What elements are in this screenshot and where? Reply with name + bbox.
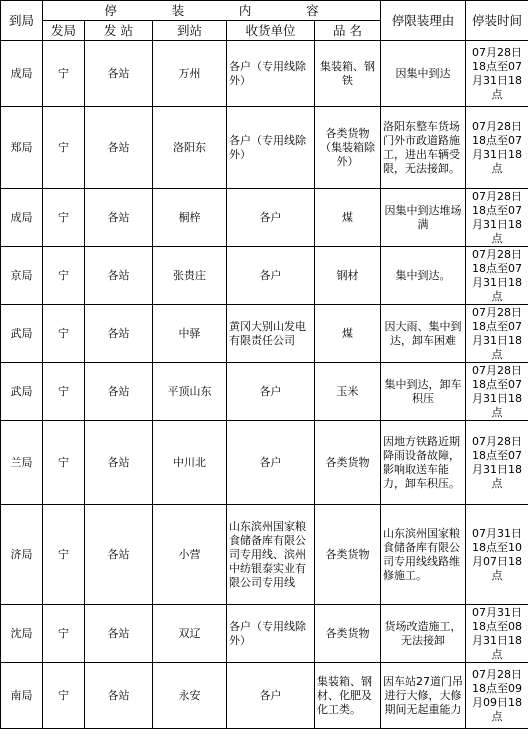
cell-reason: 集中到达，卸车积压 bbox=[381, 363, 466, 421]
cell-reason: 因集中到达堆场满 bbox=[381, 189, 466, 247]
cell-from-station: 各站 bbox=[85, 605, 153, 663]
cell-cargo: 各类货物（集装箱除外） bbox=[315, 107, 381, 189]
table-row bbox=[1, 421, 528, 505]
cell-cargo: 钢材 bbox=[315, 247, 381, 305]
header-group-char: 停 bbox=[104, 2, 117, 18]
cell-to-station: 中川北 bbox=[153, 421, 227, 505]
cell-period: 07月31日18点至08月31日18点 bbox=[466, 605, 528, 663]
cell-to-station: 小营 bbox=[153, 505, 227, 605]
table-row bbox=[1, 505, 528, 605]
header-group-char: 内 bbox=[238, 2, 252, 18]
cell-reason: 因车站27道门吊进行大修，大修期间无起重能力 bbox=[381, 663, 466, 729]
table-row bbox=[1, 247, 528, 305]
cell-reason: 洛阳东整车货场门外市政道路施工，进出车辆受限，无法接卸。 bbox=[381, 107, 466, 189]
cell-from-station: 各站 bbox=[85, 189, 153, 247]
cell-consignee: 各户 bbox=[227, 247, 315, 305]
cell-from-station: 各站 bbox=[85, 107, 153, 189]
cell-reason: 山东滨州国家粮食储备库有限公司专用线线路维修施工。 bbox=[381, 505, 466, 605]
header-cargo: 品 名 bbox=[315, 21, 381, 41]
cell-period: 07月28日18点至07月31日18点 bbox=[466, 421, 528, 505]
cell-period: 07月28日18点至07月31日18点 bbox=[466, 41, 528, 107]
cell-cargo: 集装箱、钢材、化肥及化工类。 bbox=[315, 663, 381, 729]
cell-bureau: 济局 bbox=[1, 505, 43, 605]
cell-from-bureau: 宁 bbox=[43, 605, 85, 663]
header-group-title bbox=[45, 4, 378, 18]
cell-bureau: 南局 bbox=[1, 663, 43, 729]
header-group-char: 装 bbox=[171, 2, 185, 18]
cell-consignee: 各户 bbox=[227, 189, 315, 247]
cell-cargo: 集装箱、钢铁 bbox=[315, 41, 381, 107]
cell-consignee: 各户 bbox=[227, 421, 315, 505]
cell-to-station: 万州 bbox=[153, 41, 227, 107]
header-reason: 停限装理由 bbox=[381, 1, 466, 41]
cell-to-station: 张贵庄 bbox=[153, 247, 227, 305]
cell-cargo: 各类货物 bbox=[315, 505, 381, 605]
cell-from-station: 各站 bbox=[85, 41, 153, 107]
table-row bbox=[1, 605, 528, 663]
cell-from-bureau: 宁 bbox=[43, 663, 85, 729]
cell-from-bureau: 宁 bbox=[43, 505, 85, 605]
table-row bbox=[1, 363, 528, 421]
cell-consignee: 各户（专用线除外） bbox=[227, 41, 315, 107]
cell-from-bureau: 宁 bbox=[43, 421, 85, 505]
cell-consignee: 各户（专用线除外） bbox=[227, 605, 315, 663]
table-row bbox=[1, 305, 528, 363]
cell-bureau: 郑局 bbox=[1, 107, 43, 189]
cell-to-station: 平顶山东 bbox=[153, 363, 227, 421]
table-row bbox=[1, 189, 528, 247]
cell-reason: 因大雨、集中到达，卸车困难 bbox=[381, 305, 466, 363]
cell-from-station: 各站 bbox=[85, 421, 153, 505]
cell-bureau: 京局 bbox=[1, 247, 43, 305]
cell-from-station: 各站 bbox=[85, 247, 153, 305]
cell-consignee: 各户 bbox=[227, 663, 315, 729]
table-row bbox=[1, 41, 528, 107]
table-row bbox=[1, 107, 528, 189]
cell-from-station: 各站 bbox=[85, 363, 153, 421]
cell-cargo: 煤 bbox=[315, 305, 381, 363]
cell-bureau: 成局 bbox=[1, 41, 43, 107]
cell-cargo: 玉米 bbox=[315, 363, 381, 421]
cell-reason: 集中到达。 bbox=[381, 247, 466, 305]
cell-period: 07月31日18点至10月07日18点 bbox=[466, 505, 528, 605]
cell-cargo: 煤 bbox=[315, 189, 381, 247]
cell-cargo: 各类货物 bbox=[315, 605, 381, 663]
cell-period: 07月28日18点至07月31日18点 bbox=[466, 363, 528, 421]
cell-bureau: 成局 bbox=[1, 189, 43, 247]
cell-to-station: 洛阳东 bbox=[153, 107, 227, 189]
cell-bureau: 兰局 bbox=[1, 421, 43, 505]
cell-from-bureau: 宁 bbox=[43, 189, 85, 247]
cell-consignee: 黄冈大别山发电有限责任公司 bbox=[227, 305, 315, 363]
cell-from-bureau: 宁 bbox=[43, 247, 85, 305]
header-period: 停装时间 bbox=[466, 1, 528, 41]
cell-from-bureau: 宁 bbox=[43, 107, 85, 189]
cell-bureau: 武局 bbox=[1, 363, 43, 421]
cell-from-station: 各站 bbox=[85, 663, 153, 729]
cell-consignee: 山东滨州国家粮食储备库有限公司专用线、滨州中纺银泰实业有限公司专用线 bbox=[227, 505, 315, 605]
cell-bureau: 武局 bbox=[1, 305, 43, 363]
cell-reason: 因集中到达 bbox=[381, 41, 466, 107]
cell-to-station: 永安 bbox=[153, 663, 227, 729]
cell-bureau: 沈局 bbox=[1, 605, 43, 663]
cell-cargo: 各类货物 bbox=[315, 421, 381, 505]
header-bureau: 到局 bbox=[1, 1, 43, 41]
table-row bbox=[1, 663, 528, 729]
cell-from-station: 各站 bbox=[85, 305, 153, 363]
cell-period: 07月28日18点至07月31日18点 bbox=[466, 107, 528, 189]
cell-consignee: 各户 bbox=[227, 363, 315, 421]
cell-from-bureau: 宁 bbox=[43, 305, 85, 363]
header-to-station: 到站 bbox=[153, 21, 227, 41]
cell-period: 07月28日18点至07月31日18点 bbox=[466, 189, 528, 247]
cell-reason: 因地方铁路近期降雨设备故障，影响取送车能力，卸车积压。 bbox=[381, 421, 466, 505]
header-row-top bbox=[1, 1, 528, 21]
cell-from-bureau: 宁 bbox=[43, 363, 85, 421]
cell-to-station: 中驿 bbox=[153, 305, 227, 363]
cell-from-bureau: 宁 bbox=[43, 41, 85, 107]
header-from-station: 发 站 bbox=[85, 21, 153, 41]
cell-to-station: 双辽 bbox=[153, 605, 227, 663]
cell-period: 07月28日18点至07月31日18点 bbox=[466, 305, 528, 363]
header-consignee: 收货单位 bbox=[227, 21, 315, 41]
cell-to-station: 桐梓 bbox=[153, 189, 227, 247]
header-group bbox=[43, 1, 381, 21]
cell-from-station: 各站 bbox=[85, 505, 153, 605]
cell-period: 07月28日18点至09月09日18点 bbox=[466, 663, 528, 729]
header-from-bureau: 发局 bbox=[43, 21, 85, 41]
header-group-char: 容 bbox=[306, 2, 319, 18]
cell-period: 07月28日18点至07月31日18点 bbox=[466, 247, 528, 305]
cell-reason: 货场改造施工，无法接卸 bbox=[381, 605, 466, 663]
cell-consignee: 各户（专用线除外） bbox=[227, 107, 315, 189]
